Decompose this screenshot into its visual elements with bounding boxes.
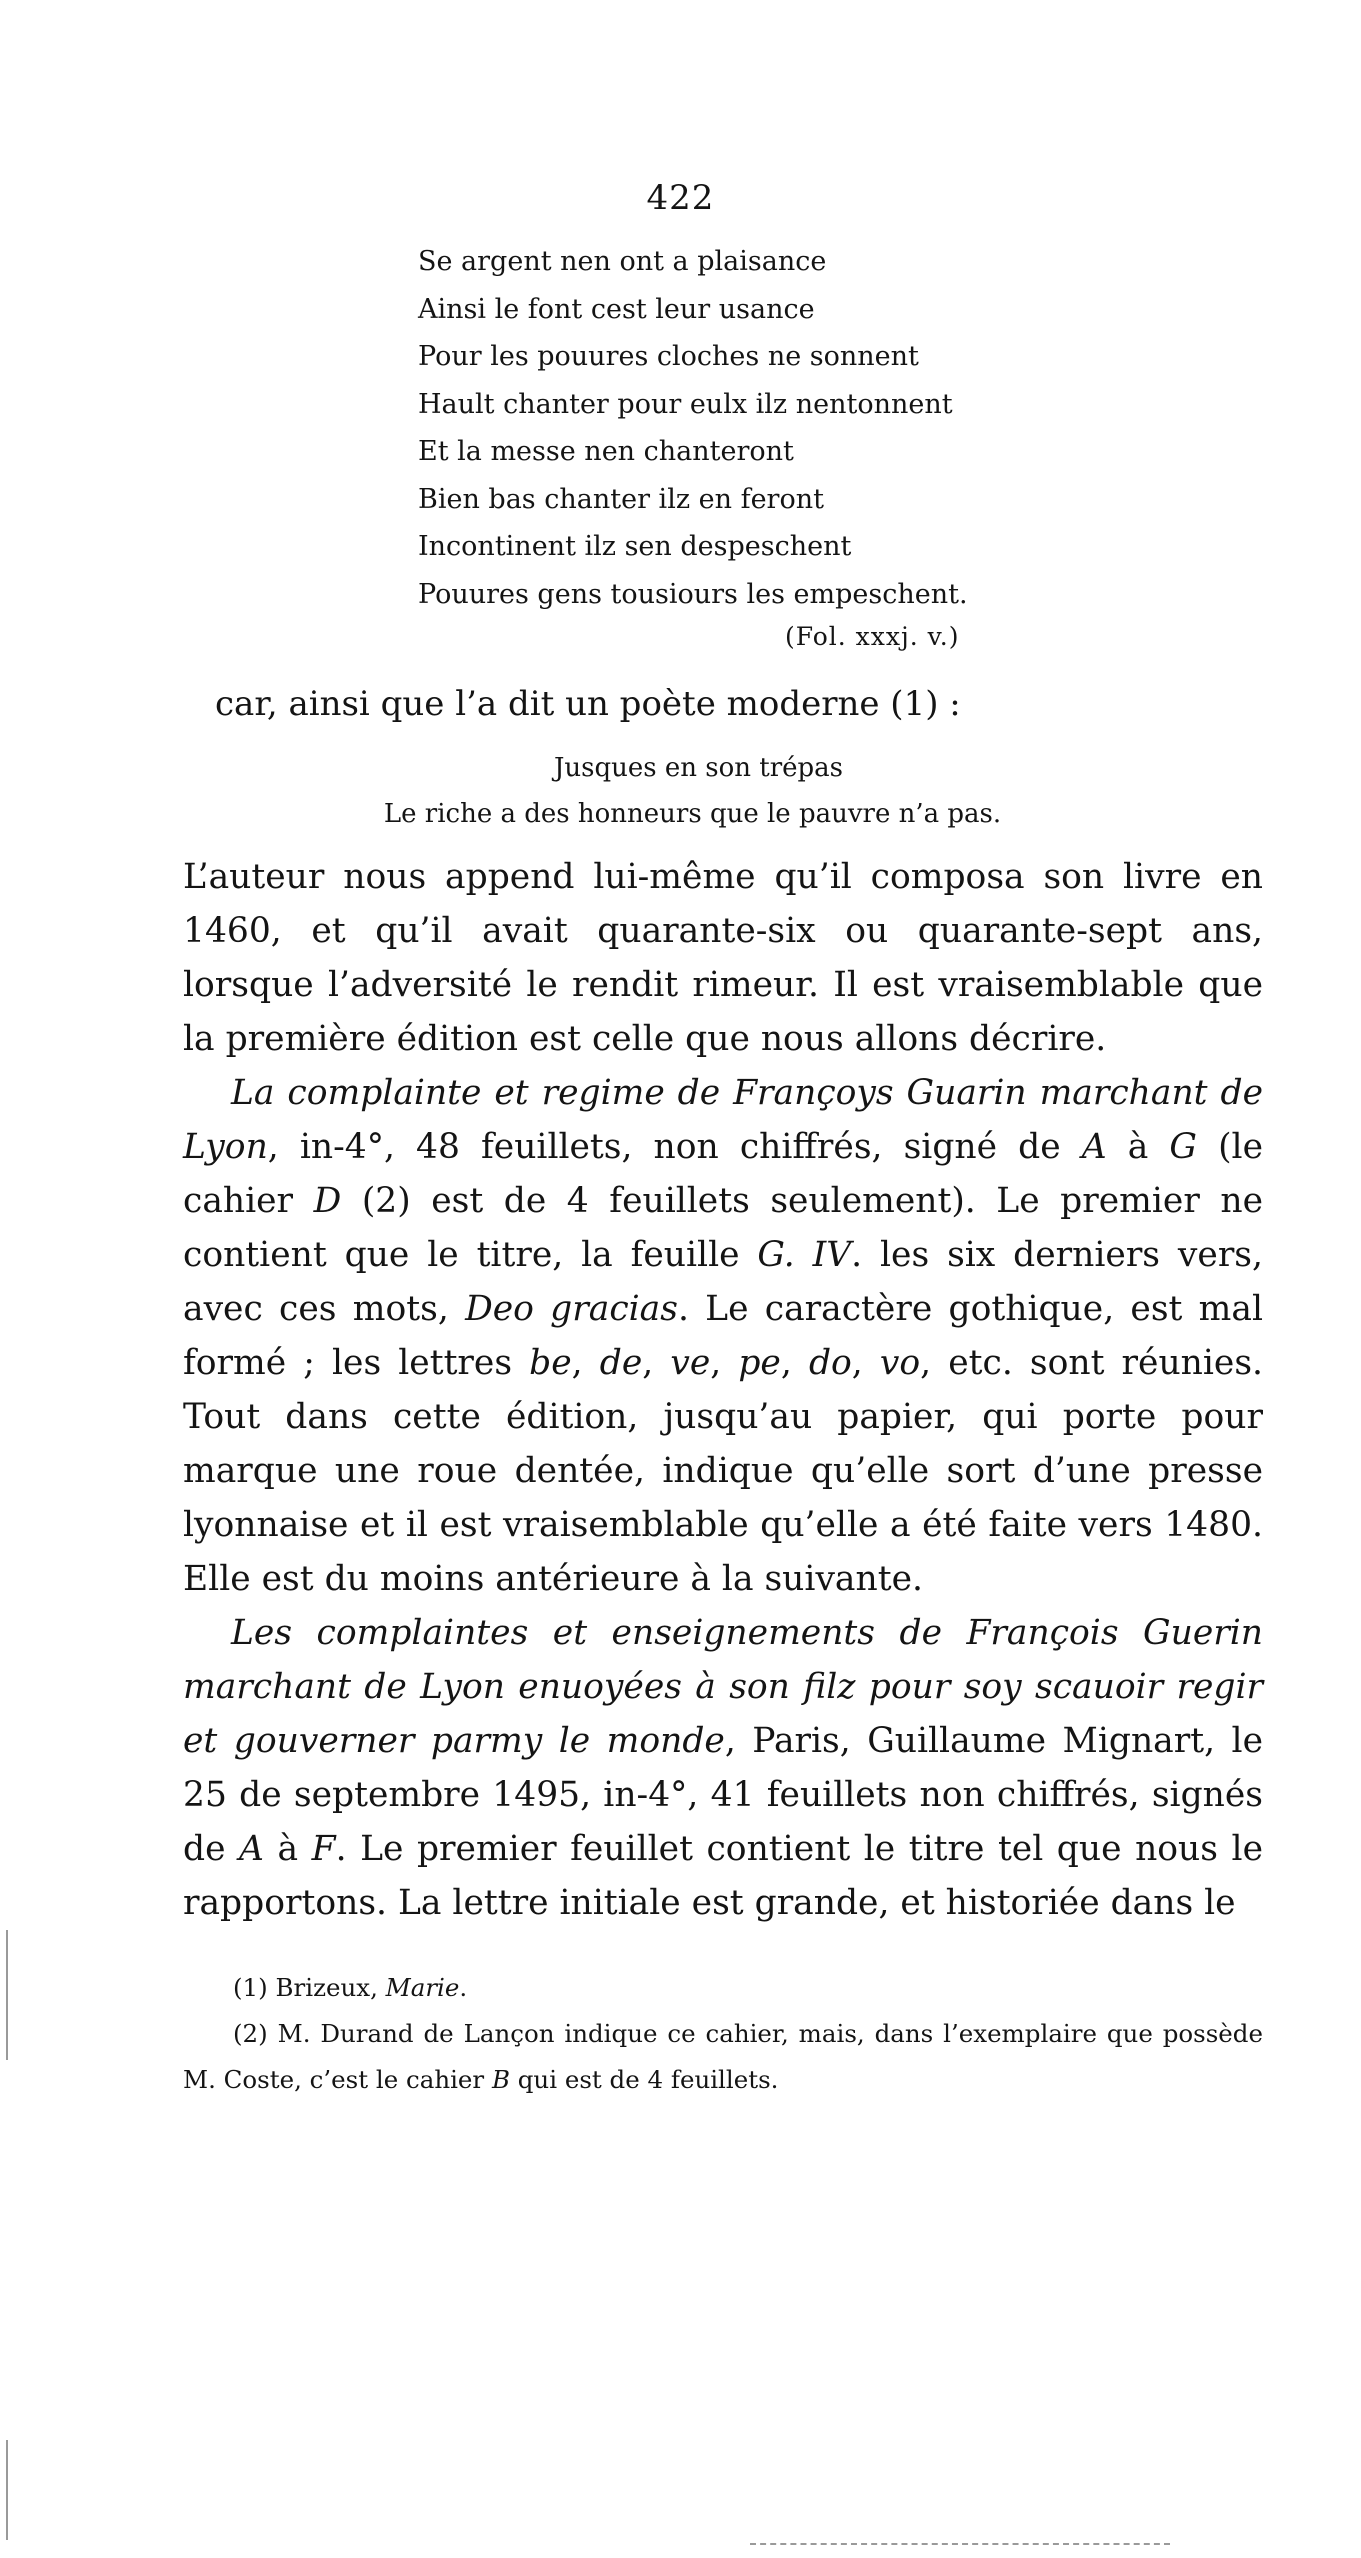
footnotes <box>183 1965 1263 2103</box>
body-text <box>183 850 1263 1930</box>
verse-line: Et la messe nen chanteront <box>418 436 794 467</box>
verse-block <box>418 238 1038 618</box>
footnote-2: (2) M. Durand de Lançon indique ce cahier, mais, dans l’exemplaire que possède M. Coste, c’est le cahier B qui est de 4 feuillets. <box>183 2019 1263 2094</box>
quote-intro: car, ainsi que l’a dit un poète moderne (1) : <box>215 684 961 724</box>
verse-line: Se argent nen ont a plaisance <box>418 246 827 277</box>
verse-line: Pour les pouures cloches ne sonnent <box>418 341 919 372</box>
footnote-1: (1) Brizeux, Marie. <box>233 1973 468 2002</box>
verse-line: Ainsi le font cest leur usance <box>418 293 815 325</box>
paragraph-1: L’auteur nous append lui-même qu’il composa son livre en 1460, et qu’il avait quarante-six ou quarante-sept ans, lorsque l’adversité le rendit rimeur. Il est vraisemblable que la première édition est celle que nous allons décrire. <box>183 857 1263 1059</box>
verse-line: Hault chanter pour eulx ilz nentonnent <box>418 388 953 420</box>
verse-reference: (Fol. xxxj. v.) <box>785 622 960 651</box>
verse-line: Bien bas chanter ilz en feront <box>418 483 824 515</box>
scan-edge-mark <box>6 1930 8 2060</box>
quote-line: Le riche a des honneurs que le pauvre n’a pas. <box>383 799 1002 829</box>
edition-title: La complainte et regime de Françoys Guarin marchant de Lyon <box>183 1073 1263 1167</box>
page-number: 422 <box>646 178 715 218</box>
quote-line: Jusques en son trépas <box>553 753 844 783</box>
paragraph-2: La complainte et regime de Françoys Guarin marchant de Lyon, in-4°, 48 feuillets, non chiffrés, signé de A à G (le cahier D (2) est de 4 feuillets seulement). Le premier ne contient que le titre, la feuille G. IV. les six derniers vers, avec ces mots, Deo gracias. Le caractère gothique, est mal formé ; les lettres be, de, ve, pe, do, vo, etc. sont réunies. Tout dans cette édition, jusqu’au papier, qui porte pour marque une roue dentée, indique qu’elle sort d’une presse lyonnaise et il est vraisemblable qu’elle a été faite vers 1480. Elle est du moins antérieure à la suivante. <box>183 1073 1264 1599</box>
paragraph-3: Les complaintes et enseignements de François Guerin marchant de Lyon enuoyées à son filz pour soy scauoir regir et gouverner parmy le monde, Paris, Guillaume Mignart, le 25 de septembre 1495, in-4°, 41 feuillets non chiffrés, signés de A à F. Le premier feuillet contient le titre tel que nous le rapportons. La lettre initiale est grande, et historiée dans le <box>183 1613 1263 1923</box>
edition-title: Les complaintes et enseignements de François Guerin marchant de Lyon enuoyées à son filz pour soy scauoir regir et gouverner parmy le monde <box>183 1613 1263 1761</box>
scan-edge-mark <box>6 2440 8 2540</box>
verse-line: Incontinent ilz sen despeschent <box>418 531 852 562</box>
scan-bottom-rule <box>750 2543 1170 2545</box>
verse-line: Pouures gens tousiours les empeschent. <box>418 578 968 610</box>
